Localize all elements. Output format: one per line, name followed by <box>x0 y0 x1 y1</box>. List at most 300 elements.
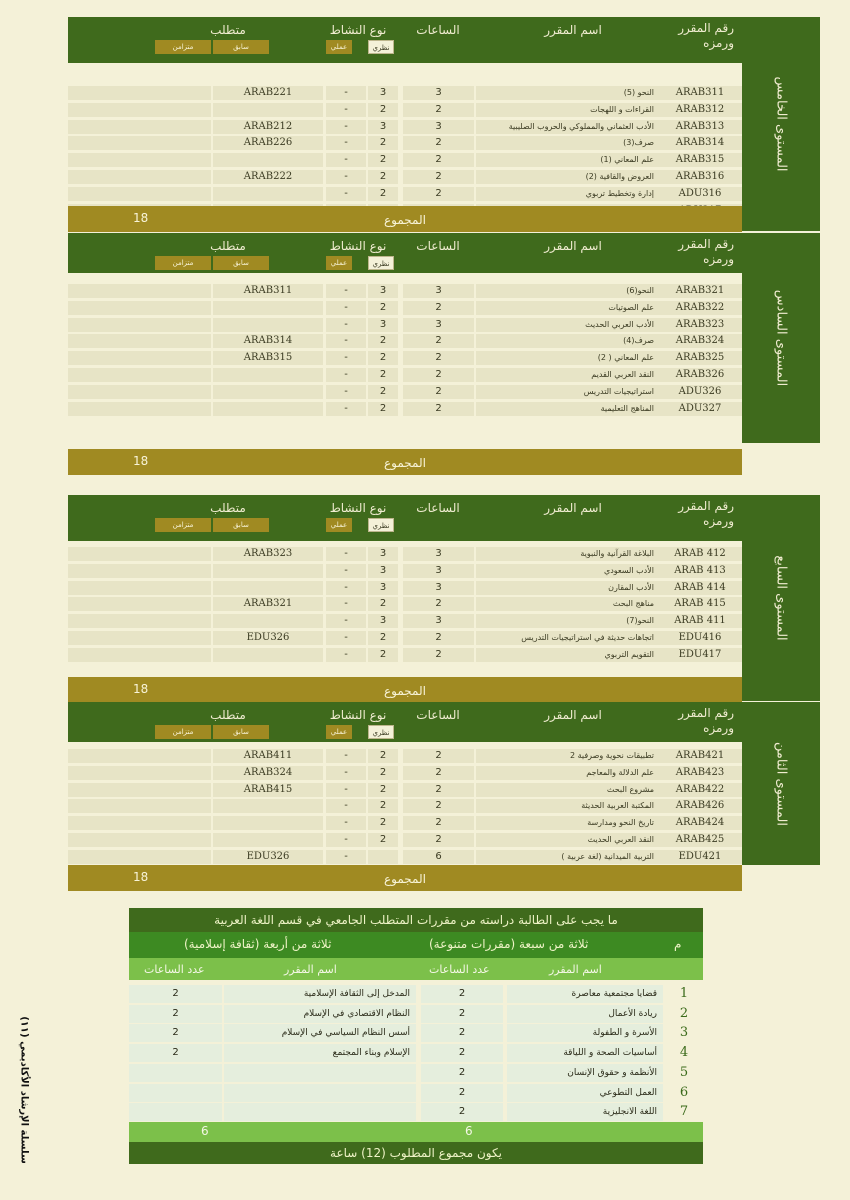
prev-cell <box>213 368 323 382</box>
table-row <box>68 85 742 101</box>
prev-cell: EDU326 <box>213 850 323 864</box>
prev-subheader: سابق <box>213 256 269 270</box>
requirement-header: متطلب <box>210 23 246 37</box>
course-code-cell: ADU326 <box>658 385 742 399</box>
hours-cell: 2 <box>403 597 474 611</box>
code-header: رقم المقرر ورمزه <box>678 499 734 528</box>
practical-cell: - <box>326 648 366 662</box>
practical-cell: - <box>326 816 366 830</box>
left-course-name: النظام الاقتصادي في الإسلام <box>224 1005 416 1023</box>
hours-cell: 2 <box>403 816 474 830</box>
row-number: 3 <box>679 1025 689 1041</box>
total-label: المجموع <box>384 456 426 470</box>
right-course-hours: 2 <box>421 1084 503 1102</box>
left-course-hours <box>129 1064 222 1082</box>
hours-cell: 3 <box>403 564 474 578</box>
practical-cell: - <box>326 86 366 100</box>
course-code-cell: ARAB424 <box>658 816 742 830</box>
course-code-cell: EDU421 <box>658 850 742 864</box>
hours-cell: 2 <box>403 170 474 184</box>
prev-cell: ARAB212 <box>213 120 323 134</box>
co-cell <box>68 301 211 315</box>
practical-subheader: عملي <box>326 256 352 270</box>
co-cell <box>68 799 211 813</box>
theory-subheader: نظري <box>368 40 394 54</box>
course-code-cell: ARAB426 <box>658 799 742 813</box>
table-row <box>68 367 742 383</box>
right-name-header: اسم المقرر <box>549 963 602 976</box>
practical-subheader: عملي <box>326 40 352 54</box>
level-header <box>68 495 742 541</box>
prev-cell: ARAB222 <box>213 170 323 184</box>
hours-cell: 2 <box>403 833 474 847</box>
left-course-name: المدخل إلى الثقافة الإسلامية <box>224 985 416 1003</box>
theory-cell: 2 <box>368 170 398 184</box>
row-number: 2 <box>679 1005 689 1021</box>
theory-cell: 2 <box>368 334 398 348</box>
prev-cell <box>213 816 323 830</box>
left-course-hours: 2 <box>129 1024 222 1042</box>
table-row <box>68 317 742 333</box>
co-cell <box>68 103 211 117</box>
left-course-name <box>224 1103 416 1121</box>
hours-header: الساعات <box>416 708 460 722</box>
hours-cell: 2 <box>403 103 474 117</box>
level-total <box>68 865 742 891</box>
theory-cell: 2 <box>368 301 398 315</box>
course-name-cell: التقويم التربوي <box>476 648 658 662</box>
course-code-cell: ARAB321 <box>658 284 742 298</box>
course-name-cell: التربية الميدانية (لغة عربية ) <box>476 850 658 864</box>
course-name-cell: تاريخ النحو ومدارسة <box>476 816 658 830</box>
co-cell <box>68 318 211 332</box>
course-name-cell: الأدب العثماني والمملوكي والحروب الصليبية <box>476 120 658 134</box>
hours-cell: 3 <box>403 284 474 298</box>
table-row <box>68 647 742 663</box>
practical-cell: - <box>326 187 366 201</box>
theory-cell: 2 <box>368 648 398 662</box>
prev-cell: ARAB324 <box>213 766 323 780</box>
theory-cell: 2 <box>368 153 398 167</box>
practical-cell: - <box>326 284 366 298</box>
left-course-hours: 2 <box>129 985 222 1003</box>
hours-cell: 2 <box>403 351 474 365</box>
hours-cell: 2 <box>403 136 474 150</box>
course-name-cell: الأدب العربي الحديث <box>476 318 658 332</box>
practical-cell: - <box>326 153 366 167</box>
co-cell <box>68 368 211 382</box>
co-cell <box>68 187 211 201</box>
co-cell <box>68 136 211 150</box>
co-cell <box>68 284 211 298</box>
table-row <box>68 546 742 562</box>
hours-cell: 3 <box>403 120 474 134</box>
left-hours-header: عدد الساعات <box>144 963 205 976</box>
theory-cell: 2 <box>368 597 398 611</box>
course-code-cell: ARAB 413 <box>658 564 742 578</box>
left-name-header: اسم المقرر <box>284 963 337 976</box>
level-header <box>68 702 742 742</box>
row-number: 5 <box>679 1064 689 1080</box>
course-code-cell: ARAB316 <box>658 170 742 184</box>
hours-header: الساعات <box>416 501 460 515</box>
university-row <box>129 984 703 1004</box>
course-name-cell: الأدب السعودي <box>476 564 658 578</box>
prev-cell <box>213 648 323 662</box>
table-row <box>68 384 742 400</box>
hours-cell: 2 <box>403 334 474 348</box>
university-row <box>129 1004 703 1024</box>
prev-cell <box>213 385 323 399</box>
total-label: المجموع <box>384 684 426 698</box>
hours-cell: 3 <box>403 318 474 332</box>
theory-cell: 2 <box>368 833 398 847</box>
course-code-cell: ARAB423 <box>658 766 742 780</box>
total-value: 18 <box>133 211 149 225</box>
theory-subheader: نظري <box>368 725 394 739</box>
university-footer: يكون مجموع المطلوب (12) ساعة <box>129 1142 703 1164</box>
table-row <box>68 630 742 646</box>
course-name-cell: مشروع البحث <box>476 783 658 797</box>
course-code-cell: ARAB326 <box>658 368 742 382</box>
co-subheader: متزامن <box>155 256 211 270</box>
activity-header: نوع النشاط <box>329 23 387 37</box>
theory-cell: 2 <box>368 402 398 416</box>
prev-cell: ARAB321 <box>213 597 323 611</box>
level-total <box>68 677 742 703</box>
table-row <box>68 401 742 417</box>
co-cell <box>68 351 211 365</box>
practical-cell: - <box>326 368 366 382</box>
course-name-cell: علم الصوتيات <box>476 301 658 315</box>
level-title-text: المستوى الثامن <box>773 741 789 826</box>
table-row <box>68 135 742 151</box>
level-title-text: المستوى السابع <box>773 555 789 641</box>
practical-cell: - <box>326 799 366 813</box>
co-subheader: متزامن <box>155 725 211 739</box>
hours-cell: 3 <box>403 614 474 628</box>
practical-cell: - <box>326 351 366 365</box>
theory-cell: 2 <box>368 783 398 797</box>
row-number: 1 <box>679 986 689 1001</box>
hours-cell: 3 <box>403 86 474 100</box>
theory-cell: 2 <box>368 631 398 645</box>
theory-cell: 3 <box>368 284 398 298</box>
course-name-cell: النقد العربي القديم <box>476 368 658 382</box>
level-title <box>742 17 820 231</box>
right-course-hours: 2 <box>421 985 503 1003</box>
total-value: 18 <box>133 454 149 468</box>
practical-cell: - <box>326 564 366 578</box>
right-course-hours: 2 <box>421 1064 503 1082</box>
practical-subheader: عملي <box>326 725 352 739</box>
hours-cell: 3 <box>403 581 474 595</box>
left-course-name <box>224 1084 416 1102</box>
hours-cell: 2 <box>403 631 474 645</box>
prev-cell: ARAB226 <box>213 136 323 150</box>
table-row <box>68 186 742 202</box>
prev-cell <box>213 581 323 595</box>
hours-cell: 2 <box>403 153 474 167</box>
left-course-name: أسس النظام السياسي في الإسلام <box>224 1024 416 1042</box>
hours-cell: 2 <box>403 749 474 763</box>
level-5 <box>68 17 789 232</box>
practical-cell: - <box>326 136 366 150</box>
course-code-cell: ARAB 415 <box>658 597 742 611</box>
co-cell <box>68 547 211 561</box>
table-row <box>68 613 742 629</box>
practical-cell: - <box>326 385 366 399</box>
co-cell <box>68 850 211 864</box>
theory-cell: 2 <box>368 385 398 399</box>
level-title <box>742 233 820 443</box>
course-name-cell: النحو(6) <box>476 284 658 298</box>
course-code-cell: ADU316 <box>658 187 742 201</box>
table-row <box>68 832 742 848</box>
theory-cell: 2 <box>368 351 398 365</box>
prev-cell <box>213 614 323 628</box>
course-code-cell: ARAB314 <box>658 136 742 150</box>
theory-cell: 2 <box>368 749 398 763</box>
right-course-hours: 2 <box>421 1044 503 1062</box>
activity-header: نوع النشاط <box>329 708 387 722</box>
hours-cell: 2 <box>403 648 474 662</box>
practical-cell: - <box>326 631 366 645</box>
practical-cell: - <box>326 614 366 628</box>
table-row <box>68 765 742 781</box>
sum-right: 6 <box>465 1124 473 1138</box>
practical-cell: - <box>326 581 366 595</box>
practical-cell: - <box>326 783 366 797</box>
course-code-cell: ARAB 414 <box>658 581 742 595</box>
practical-cell: - <box>326 402 366 416</box>
hours-cell: 2 <box>403 766 474 780</box>
prev-cell <box>213 301 323 315</box>
left-course-name: الإسلام وبناء المجتمع <box>224 1044 416 1062</box>
row-number: 6 <box>679 1084 689 1100</box>
table-row <box>68 815 742 831</box>
practical-cell: - <box>326 318 366 332</box>
prev-cell: ARAB323 <box>213 547 323 561</box>
co-cell <box>68 648 211 662</box>
level-title <box>742 495 820 701</box>
total-label: المجموع <box>384 213 426 227</box>
course-code-cell: ARAB421 <box>658 749 742 763</box>
table-row <box>68 152 742 168</box>
co-cell <box>68 783 211 797</box>
practical-cell: - <box>326 103 366 117</box>
theory-cell: 2 <box>368 103 398 117</box>
activity-header: نوع النشاط <box>329 501 387 515</box>
university-row <box>129 1102 703 1122</box>
theory-cell: 2 <box>368 368 398 382</box>
practical-cell: - <box>326 766 366 780</box>
level-total <box>68 449 742 475</box>
theory-cell: 2 <box>368 136 398 150</box>
co-cell <box>68 402 211 416</box>
table-row <box>68 169 742 185</box>
university-column-headers <box>129 958 703 980</box>
table-row <box>68 119 742 135</box>
course-name-cell: صرف(4) <box>476 334 658 348</box>
practical-cell: - <box>326 301 366 315</box>
name-header: اسم المقرر <box>544 239 602 253</box>
row-number: 7 <box>679 1104 689 1120</box>
co-subheader: متزامن <box>155 40 211 54</box>
prev-cell: ARAB221 <box>213 86 323 100</box>
left-course-hours <box>129 1084 222 1102</box>
requirement-header: متطلب <box>210 708 246 722</box>
university-sum-row <box>129 1122 703 1142</box>
row-number: 4 <box>679 1045 689 1061</box>
university-row <box>129 1063 703 1083</box>
code-header: رقم المقرر ورمزه <box>678 706 734 735</box>
theory-cell: 3 <box>368 547 398 561</box>
course-name-cell: الأدب المقارن <box>476 581 658 595</box>
right-hours-header: عدد الساعات <box>429 963 490 976</box>
name-header: اسم المقرر <box>544 501 602 515</box>
table-row <box>68 748 742 764</box>
total-value: 18 <box>133 682 149 696</box>
series-title: سلسلة الإرشاد الأكاديمي (١١) <box>18 1016 30 1164</box>
course-name-cell: القراءات و اللهجات <box>476 103 658 117</box>
course-name-cell: المناهج التعليمية <box>476 402 658 416</box>
left-course-hours <box>129 1103 222 1121</box>
hours-cell: 2 <box>403 402 474 416</box>
practical-cell: - <box>326 547 366 561</box>
course-name-cell: إدارة وتخطيط تربوي <box>476 187 658 201</box>
course-code-cell: ARAB324 <box>658 334 742 348</box>
course-name-cell: استراتيجيات التدريس <box>476 385 658 399</box>
course-name-cell: مناهج البحث <box>476 597 658 611</box>
name-header: اسم المقرر <box>544 23 602 37</box>
table-row <box>68 350 742 366</box>
level-7 <box>68 495 789 703</box>
theory-cell: 3 <box>368 120 398 134</box>
course-code-cell: ADU327 <box>658 402 742 416</box>
course-code-cell: ARAB325 <box>658 351 742 365</box>
right-course-name: العمل التطوعي <box>507 1084 663 1102</box>
right-course-name: قضايا مجتمعية معاصرة <box>507 985 663 1003</box>
course-code-cell: EDU417 <box>658 648 742 662</box>
co-cell <box>68 581 211 595</box>
right-course-hours: 2 <box>421 1005 503 1023</box>
theory-cell: 3 <box>368 318 398 332</box>
hours-cell: 3 <box>403 547 474 561</box>
prev-cell <box>213 153 323 167</box>
hours-cell: 2 <box>403 783 474 797</box>
course-code-cell: ARAB313 <box>658 120 742 134</box>
table-row <box>68 102 742 118</box>
course-name-cell: المكتبة العربية الحديثة <box>476 799 658 813</box>
co-cell <box>68 614 211 628</box>
theory-cell <box>368 850 398 864</box>
table-row <box>68 782 742 798</box>
table-row <box>68 849 742 865</box>
table-row <box>68 283 742 299</box>
co-cell <box>68 597 211 611</box>
practical-cell: - <box>326 334 366 348</box>
prev-cell: ARAB311 <box>213 284 323 298</box>
course-code-cell: ARAB315 <box>658 153 742 167</box>
course-code-cell: ARAB322 <box>658 301 742 315</box>
prev-subheader: سابق <box>213 518 269 532</box>
course-code-cell: EDU416 <box>658 631 742 645</box>
course-name-cell: علم المعاني ( 2) <box>476 351 658 365</box>
co-cell <box>68 564 211 578</box>
course-code-cell: ARAB 411 <box>658 614 742 628</box>
course-name-cell: النقد العربي الحديث <box>476 833 658 847</box>
level-header <box>68 17 742 63</box>
co-cell <box>68 766 211 780</box>
theory-cell: 3 <box>368 86 398 100</box>
level-title-text: المستوى الخامس <box>773 76 789 172</box>
theory-cell: 2 <box>368 816 398 830</box>
practical-cell: - <box>326 170 366 184</box>
course-name-cell: اتجاهات حديثة في استراتيجيات التدريس <box>476 631 658 645</box>
prev-cell: ARAB411 <box>213 749 323 763</box>
requirement-header: متطلب <box>210 501 246 515</box>
co-cell <box>68 86 211 100</box>
sum-left: 6 <box>201 1124 209 1138</box>
right-course-name: أساسيات الصحة و اللياقة <box>507 1044 663 1062</box>
co-cell <box>68 816 211 830</box>
course-name-cell: النحو(7) <box>476 614 658 628</box>
table-row <box>68 333 742 349</box>
course-name-cell: علم المعاني (1) <box>476 153 658 167</box>
co-cell <box>68 120 211 134</box>
theory-cell: 2 <box>368 766 398 780</box>
prev-cell: ARAB314 <box>213 334 323 348</box>
code-header: رقم المقرر ورمزه <box>678 237 734 266</box>
level-total <box>68 206 742 232</box>
table-row <box>68 798 742 814</box>
level-title <box>742 702 820 865</box>
course-code-cell: ARAB422 <box>658 783 742 797</box>
prev-cell <box>213 799 323 813</box>
prev-cell: ARAB415 <box>213 783 323 797</box>
course-code-cell: ARAB425 <box>658 833 742 847</box>
code-header: رقم المقرر ورمزه <box>678 21 734 50</box>
total-value: 18 <box>133 870 149 884</box>
hours-cell: 2 <box>403 799 474 813</box>
theory-cell: 3 <box>368 581 398 595</box>
table-row <box>68 563 742 579</box>
prev-cell <box>213 103 323 117</box>
course-name-cell: البلاغة القرآنية والنبوية <box>476 547 658 561</box>
prev-subheader: سابق <box>213 725 269 739</box>
course-name-cell: علم الدلالة والمعاجم <box>476 766 658 780</box>
hours-header: الساعات <box>416 23 460 37</box>
num-header: م <box>674 937 682 951</box>
university-row <box>129 1023 703 1043</box>
prev-cell: EDU326 <box>213 631 323 645</box>
left-course-hours: 2 <box>129 1005 222 1023</box>
course-name-cell: تطبيقات نحوية وصرفية 2 <box>476 749 658 763</box>
practical-subheader: عملي <box>326 518 352 532</box>
table-row <box>68 300 742 316</box>
prev-cell <box>213 318 323 332</box>
requirement-header: متطلب <box>210 239 246 253</box>
prev-cell: ARAB315 <box>213 351 323 365</box>
level-8 <box>68 702 789 891</box>
course-code-cell: ARAB312 <box>658 103 742 117</box>
co-cell <box>68 385 211 399</box>
group-right-header: ثلاثة من سبعة (مقررات متنوعة) <box>429 937 589 951</box>
course-code-cell: ARAB311 <box>658 86 742 100</box>
prev-cell <box>213 402 323 416</box>
table-row <box>68 580 742 596</box>
